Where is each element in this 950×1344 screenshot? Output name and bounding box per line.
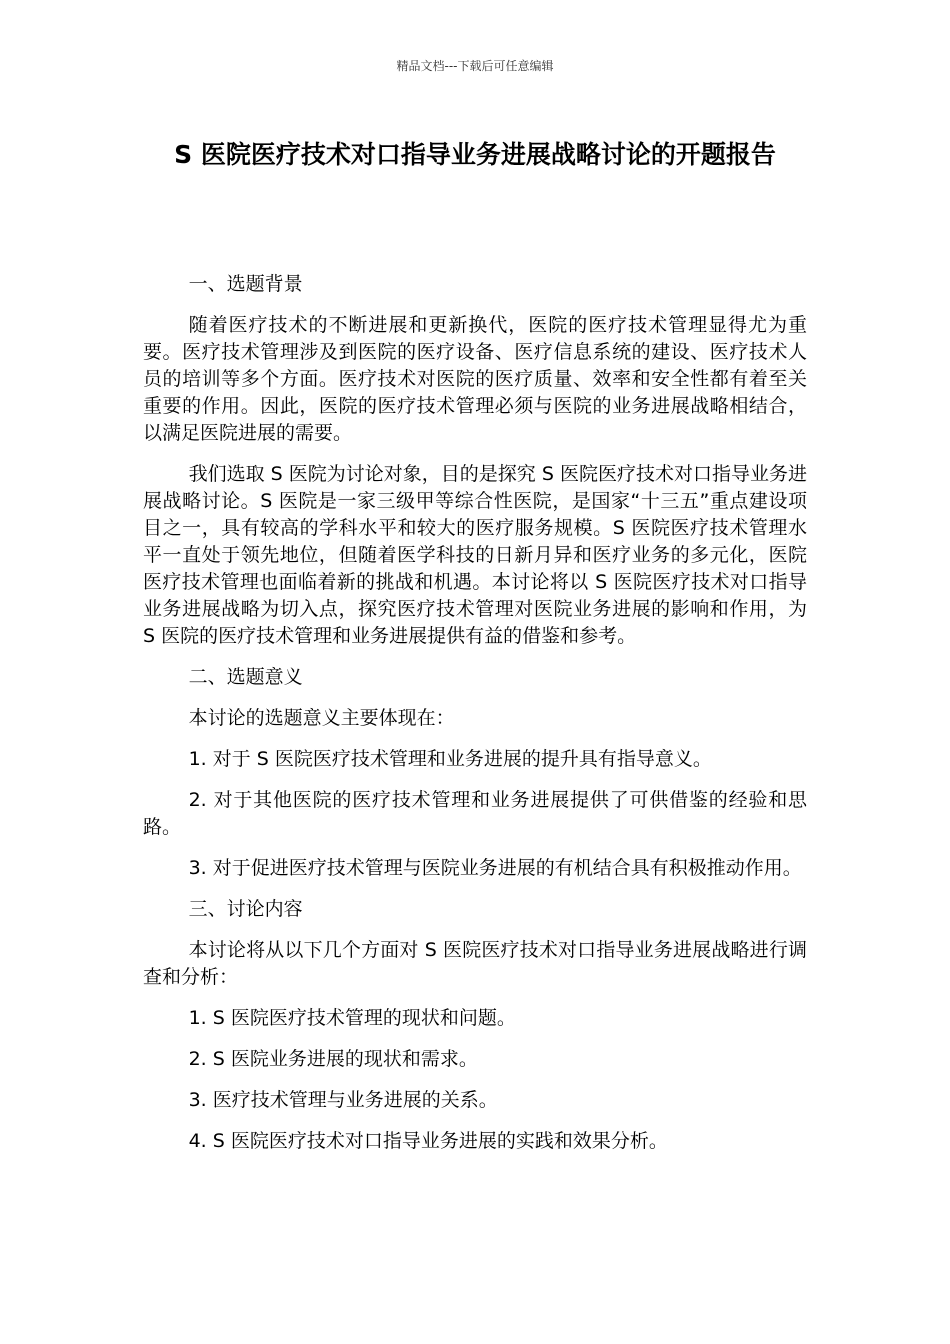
content-item-4: 4. S 医院医疗技术对口指导业务进展的实践和效果分析。: [188, 1130, 668, 1152]
page-header: 精品文档---下载后可任意编辑: [396, 59, 554, 73]
section-heading-background: 一、选题背景: [188, 273, 303, 295]
section-heading-content: 三、讨论内容: [188, 898, 303, 920]
background-paragraph-2: 我们选取 S 医院为讨论对象，目的是探究 S 医院医疗技术对口指导业务进展战略讨论。S 医院是一家三级甲等综合性医院，是国家“十三五”重点建设项目之一，具有较高的学科水平和较大的医疗服务规模。S 医院医疗技术管理水平一直处于领先地位，但随着医学科技的日新月异和医疗业务的多元化，医院医疗技术管理也面临着新的挑战和机遇。本讨论将以 S 医院医疗技术对口指导业务进展战略为切入点，探究医疗技术管理对医院业务进展的影响和作用，为 S 医院的医疗技术管理和业务进展提供有益的借鉴和参考。: [143, 463, 807, 647]
background-paragraph-1: 随着医疗技术的不断进展和更新换代，医院的医疗技术管理显得尤为重要。医疗技术管理涉及到医院的医疗设备、医疗信息系统的建设、医疗技术人员的培训等多个方面。医疗技术对医院的医疗质量、效率和安全性都有着至关重要的作用。因此，医院的医疗技术管理必须与医院的业务进展战略相结合，以满足医院进展的需要。: [143, 314, 807, 444]
content-item-3: 3. 医疗技术管理与业务进展的关系。: [188, 1089, 498, 1111]
content-intro: 本讨论将从以下几个方面对 S 医院医疗技术对口指导业务进展战略进行调查和分析：: [143, 939, 807, 988]
significance-item-3: 3. 对于促进医疗技术管理与医院业务进展的有机结合具有积极推动作用。: [188, 857, 802, 879]
content-item-2: 2. S 医院业务进展的现状和需求。: [188, 1048, 478, 1070]
significance-item-1: 1. 对于 S 医院医疗技术管理和业务进展的提升具有指导意义。: [188, 748, 712, 770]
significance-item-2: 2. 对于其他医院的医疗技术管理和业务进展提供了可供借鉴的经验和思路。: [143, 789, 807, 838]
document-title: S 医院医疗技术对口指导业务进展战略讨论的开题报告: [174, 140, 776, 169]
significance-intro: 本讨论的选题意义主要体现在：: [188, 707, 455, 729]
document-body: [143, 271, 807, 1169]
section-heading-significance: 二、选题意义: [188, 666, 303, 688]
content-item-1: 1. S 医院医疗技术管理的现状和问题。: [188, 1007, 516, 1029]
